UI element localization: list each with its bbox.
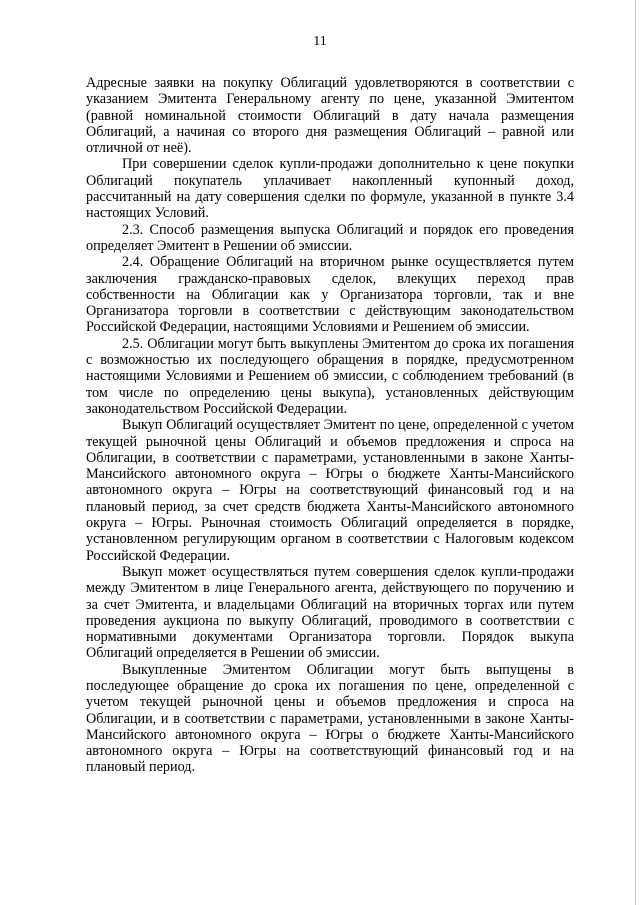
paragraph-buyback-method: Выкуп может осуществляться путем совершения сделок купли-продажи между Эмитентом в лице Генерального агента, действующего по поручению и за счет Эмитента, и владельцами Облигаций на вторичных торгах или путем проведения аукциона по выкупу Облигаций, проводимого в соответствии с нормативными документами Организатора торговли. Порядок выкупа Облигаций определяется в Решении об эмиссии. (86, 563, 574, 662)
paragraph-2-5: 2.5. Облигации могут быть выкуплены Эмитентом до срока их погашения с возможностью их последующего обращения в порядке, предусмотренном настоящими Условиями и Решением об эмиссии, с соблюдением требований (в том числе по определению цены выкупа), установленных действующим законодательством Российской Федерации. (86, 335, 574, 417)
paragraph-reissue: Выкупленные Эмитентом Облигации могут быть выпущены в последующее обращение до срока их погашения по цене, определенной с учетом текущей рыночной цены и объемов предложения и спроса на Облигации, и в соответствии с параметрами, установленными в законе Ханты-Мансийского автономного округа – Югры о бюджете Ханты-Мансийского автономного округа – Югры на соответствующий финансовый год и на плановый период. (86, 661, 574, 776)
paragraph-2-4: 2.4. Обращение Облигаций на вторичном рынке осуществляется путем заключения гражданско-правовых сделок, влекущих переход прав собственности на Облигации как у Организатора торговли, так и вне Организатора торговли в соответствии с действующим законодательством Российской Федерации, настоящими Условиями и Решением об эмиссии. (86, 254, 574, 336)
paragraph-buyback-price: Выкуп Облигаций осуществляет Эмитент по цене, определенной с учетом текущей рыночной цены Облигаций и объемов предложения и спроса на Облигации, в соответствии с параметрами, установленными в законе Ханты-Мансийского автономного округа – Югры о бюджете Ханты-Мансийского автономного округа – Югры на соответствующий финансовый год и на плановый период, за счет средств бюджета Ханты-Мансийского автономного округа – Югры. Рыночная стоимость Облигаций определяется в порядке, установленном регулирующим органом в соответствии с Налоговым кодексом Российской Федерации. (86, 417, 574, 564)
paragraph-requests: Адресные заявки на покупку Облигаций удовлетворяются в соответствии с указанием Эмитента Генеральному агенту по цене, указанной Эмитентом (равной номинальной стоимости Облигаций в дату начала размещения Облигаций, а начиная со второго дня размещения Облигаций – равной или отличной от неё). (86, 75, 574, 157)
paragraph-2-3: 2.3. Способ размещения выпуска Облигаций и порядок его проведения определяет Эмитент в Решении об эмиссии. (86, 221, 574, 254)
page-number: 11 (313, 34, 327, 49)
paragraph-coupon-income: При совершении сделок купли-продажи дополнительно к цене покупки Облигаций покупатель уплачивает накопленный купонный доход, рассчитанный на дату совершения сделки по формуле, указанной в пункте 3.4 настоящих Условий. (86, 156, 574, 222)
document-body (86, 75, 574, 776)
